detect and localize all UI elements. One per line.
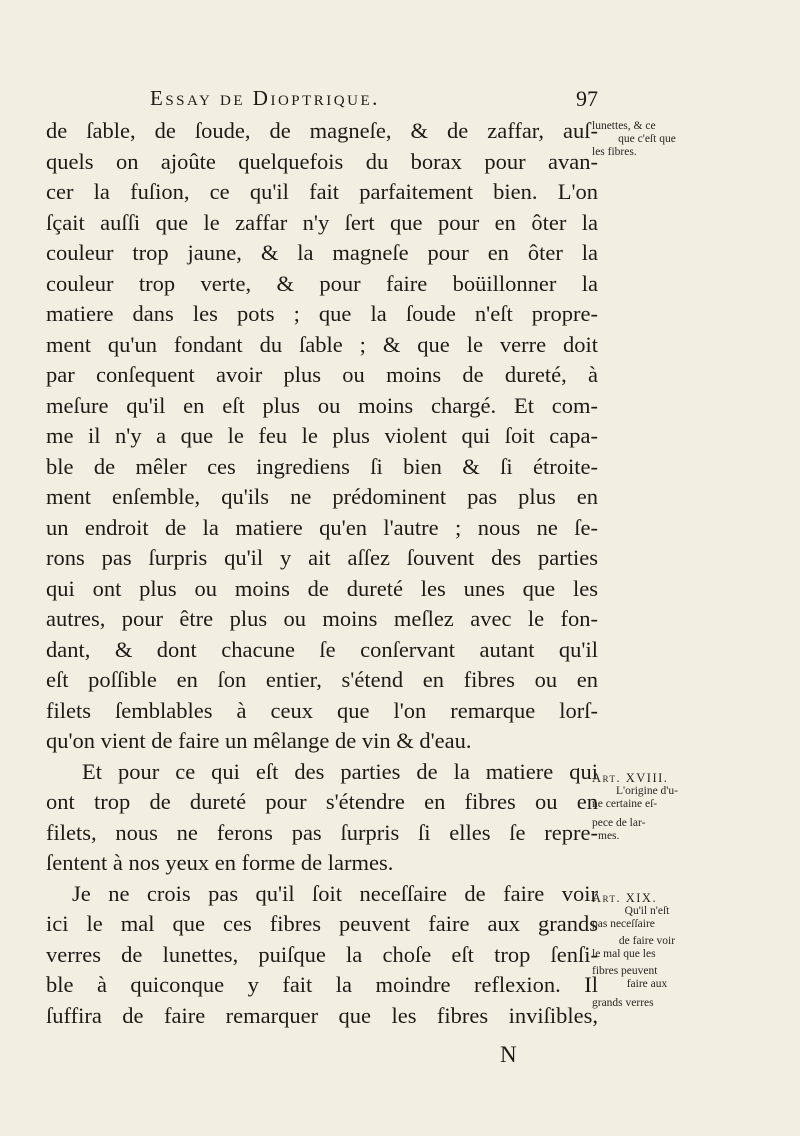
text-line: matiere dans les pots ; que la ſoude n'eſt propre- bbox=[46, 301, 598, 326]
text-line: ici le mal que ces fibres peuvent faire aux grands bbox=[46, 911, 598, 936]
article-heading: Art. XIX. bbox=[592, 891, 658, 905]
text-line: me il n'y a que le feu le plus violent qui ſoit capa- bbox=[46, 423, 598, 448]
paragraph-end-line: qu'on vient de faire un mêlange de vin & d'eau. bbox=[46, 728, 472, 753]
text-line: autres, pour être plus ou moins meſlez avec le fon- bbox=[46, 606, 598, 631]
text-line: verres de lunettes, puiſque la choſe eſt trop ſenſi- bbox=[46, 941, 598, 967]
text-line: meſure qu'il en eſt plus ou moins chargé. Et com- bbox=[46, 392, 598, 418]
page-header bbox=[150, 86, 610, 116]
paragraph-start-line: Et pour ce qui eſt des parties de la matiere qui bbox=[82, 758, 598, 784]
note-line: Qu'il n'eſt bbox=[624, 905, 670, 917]
note-line: pas neceſſaire bbox=[592, 918, 655, 930]
main-text-block bbox=[46, 116, 598, 1031]
note-line: les fibres. bbox=[592, 146, 637, 158]
text-line: couleur trop jaune, & la magneſe pour en ôter la bbox=[46, 240, 598, 265]
marginal-note bbox=[592, 120, 702, 159]
note-line: faire aux bbox=[626, 978, 668, 990]
text-line: ont trop de dureté pour s'étendre en fibres ou en bbox=[46, 789, 598, 814]
text-line: cer la fuſion, ce qu'il fait parfaitement bien. L'on bbox=[46, 179, 598, 204]
note-line: mes. bbox=[598, 830, 620, 842]
page-number: 97 bbox=[576, 86, 598, 111]
marginal-note-article-18 bbox=[592, 772, 702, 843]
note-line: L'origine d'u- bbox=[616, 785, 678, 797]
text-line: ment enſemble, qu'ils ne prédominent pas plus en bbox=[46, 484, 598, 509]
text-line: dant, & dont chacune ſe conſervant autant qu'il bbox=[46, 636, 598, 662]
note-line: ne certaine eſ- bbox=[592, 798, 658, 810]
text-line: quels on ajoûte quelquefois du borax pour avan- bbox=[46, 148, 598, 174]
note-line: de faire voir bbox=[618, 935, 676, 947]
signature-mark: N bbox=[500, 1042, 517, 1067]
text-line: rons pas ſurpris qu'il y ait aſſez ſouvent des parties bbox=[46, 545, 598, 570]
text-line: eſt poſſible en ſon entier, s'étend en fibres ou en bbox=[46, 667, 598, 692]
text-line: filets ſemblables à ceux que l'on remarque lorſ- bbox=[46, 697, 598, 723]
text-line: ble de mêler ces ingrediens ſi bien & ſi étroite- bbox=[46, 453, 598, 479]
text-line: ſuffira de faire remarquer que les fibres inviſibles, bbox=[46, 1002, 598, 1028]
text-line: couleur trop verte, & pour faire boüillonner la bbox=[46, 270, 598, 296]
text-line: ble à quiconque y fait la moindre reflexion. Il bbox=[46, 972, 598, 997]
text-line: qui ont plus ou moins de dureté les unes que les bbox=[46, 575, 598, 601]
paragraph-start-line: Je ne crois pas qu'il ſoit neceſſaire de faire voir bbox=[72, 880, 598, 906]
note-line: lunettes, & ce bbox=[592, 120, 656, 132]
note-line: fibres peuvent bbox=[592, 965, 658, 977]
note-line: grands verres bbox=[592, 997, 654, 1009]
note-line: que c'eſt que bbox=[618, 133, 676, 145]
text-line: ment qu'un fondant du ſable ; & que le verre doit bbox=[46, 331, 598, 357]
text-line: par conſequent avoir plus ou moins de dureté, à bbox=[46, 362, 598, 387]
running-head: Essay de Dioptrique. bbox=[150, 86, 380, 110]
article-heading: Art. XVIII. bbox=[592, 771, 669, 785]
paragraph-end-line: ſentent à nos yeux en forme de larmes. bbox=[46, 850, 394, 875]
marginal-note-article-19 bbox=[592, 892, 702, 1010]
text-line: filets, nous ne ferons pas ſurpris ſi elles ſe repre- bbox=[46, 819, 598, 845]
note-line: pece de lar- bbox=[592, 817, 646, 829]
text-line: un endroit de la matiere qu'en l'autre ; nous ne ſe- bbox=[46, 514, 598, 540]
note-line: le mal que les bbox=[592, 948, 656, 960]
text-line: ſçait auſſi que le zaffar n'y ſert que pour en ôter la bbox=[46, 209, 598, 235]
text-line: de ſable, de ſoude, de magneſe, & de zaffar, auſ- bbox=[46, 118, 598, 143]
